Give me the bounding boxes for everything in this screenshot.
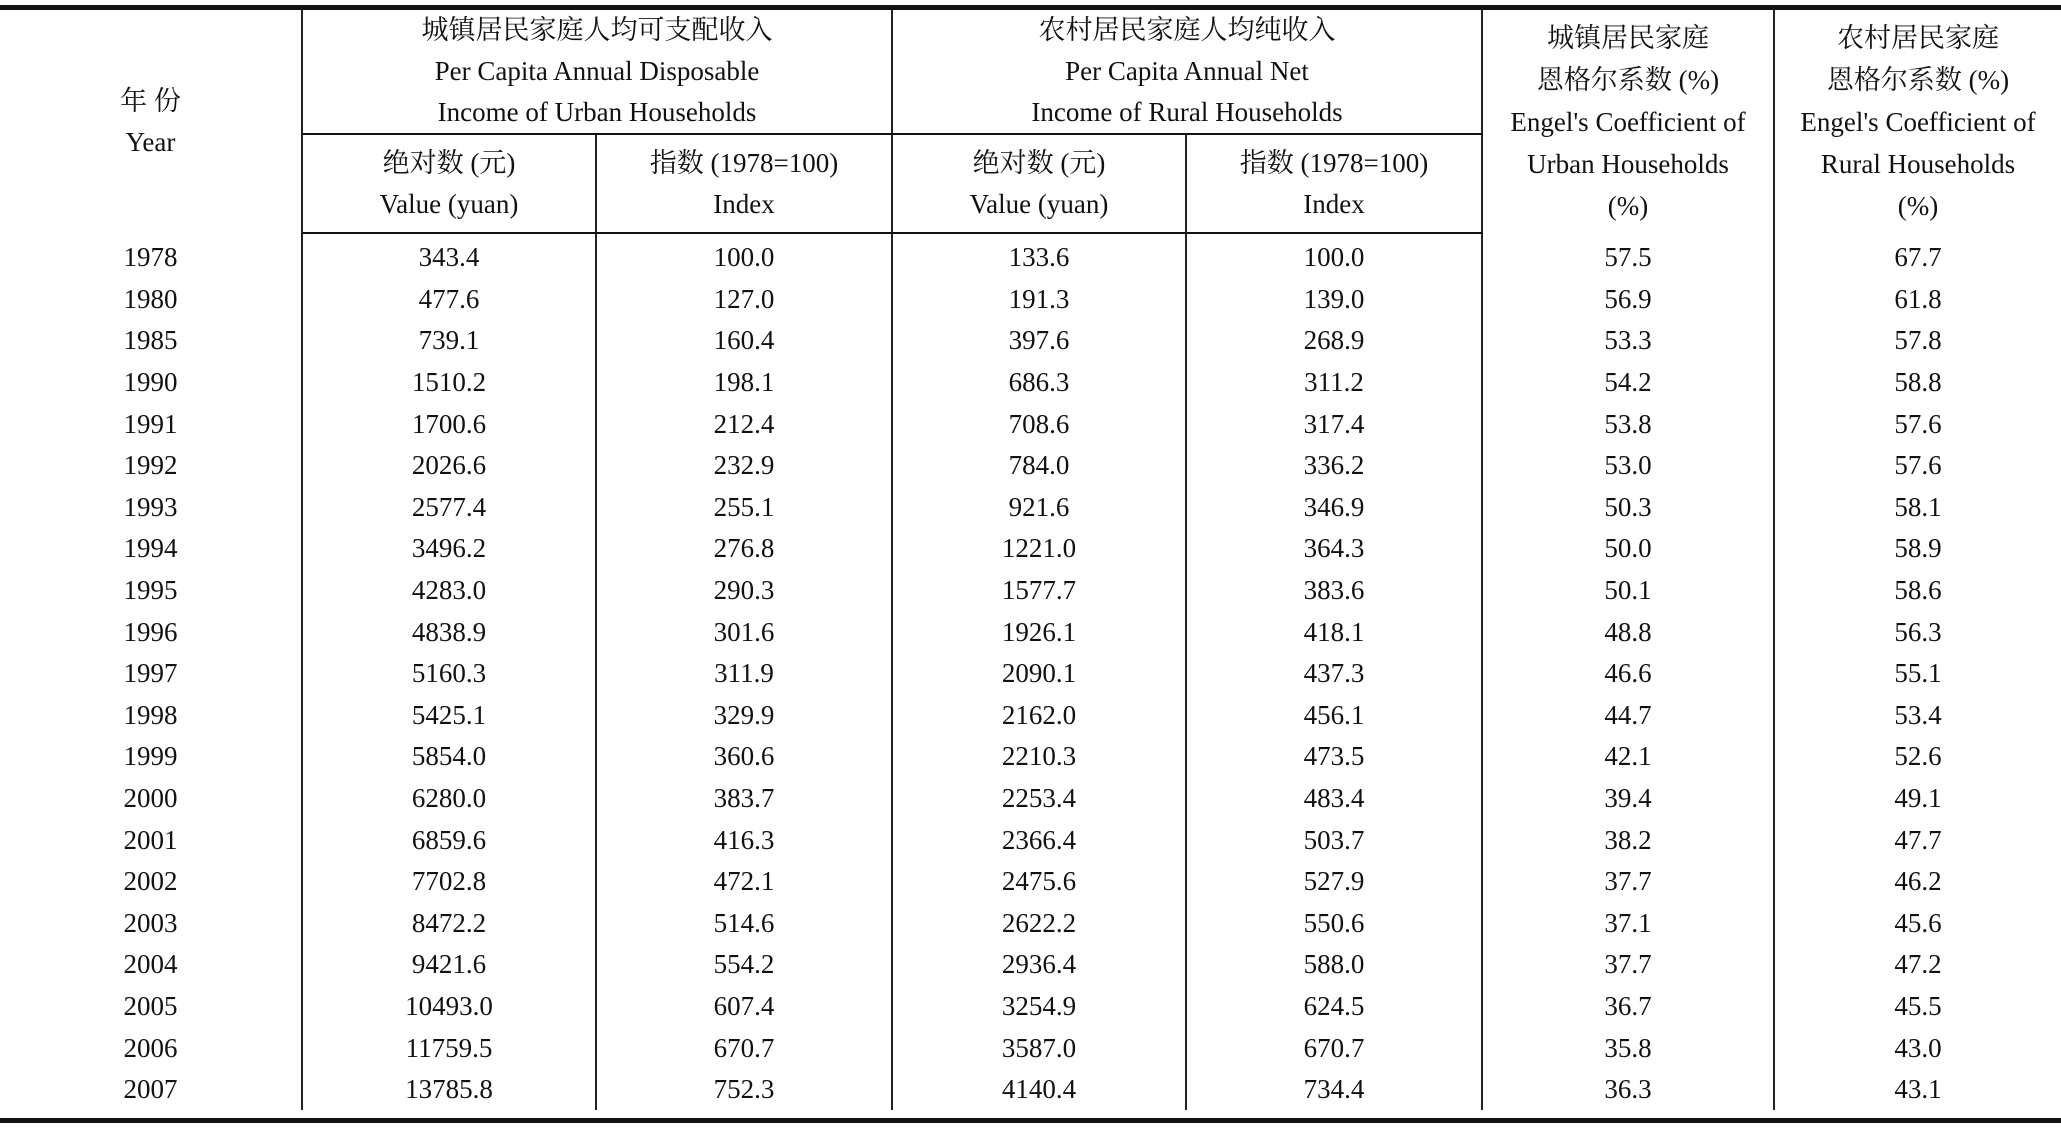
rural-engel-header-en3: (%) — [1897, 190, 1939, 221]
urban-value-header — [302, 134, 596, 233]
urban-income-header — [302, 10, 892, 134]
cell-urban-value: 1510.2 — [302, 362, 596, 404]
cell-urban-index: 301.6 — [596, 611, 892, 653]
cell-rural-index: 139.0 — [1186, 279, 1482, 321]
cell-rural-engel: 56.3 — [1894, 616, 1942, 647]
cell-urban-value: 1700.6 — [302, 403, 596, 445]
urban-engel-header — [1482, 10, 1774, 233]
table-row — [0, 695, 2061, 737]
table-row — [0, 653, 2061, 695]
cell-urban-value: 11759.5 — [302, 1027, 596, 1069]
cell-rural-engel: 58.1 — [1894, 491, 1942, 522]
rural-engel-header-zh2: 恩格尔系数 (%) — [1826, 64, 2010, 95]
urban-income-header-en2: Income of Urban Households — [437, 97, 757, 127]
cell-rural-engel: 45.5 — [1894, 990, 1942, 1021]
cell-urban-engel: 53.8 — [1482, 403, 1774, 445]
urban-engel-header-en3: (%) — [1607, 190, 1649, 221]
cell-rural-engel: 47.2 — [1894, 949, 1942, 980]
cell-rural-index: 100.0 — [1186, 233, 1482, 279]
cell-rural-value: 191.3 — [892, 279, 1186, 321]
cell-urban-value: 2026.6 — [302, 445, 596, 487]
cell-urban-index: 329.9 — [596, 695, 892, 737]
cell-urban-engel: 57.5 — [1482, 233, 1774, 279]
table-row — [0, 279, 2061, 321]
cell-year: 1997 — [0, 653, 302, 695]
cell-year: 1978 — [0, 233, 302, 279]
cell-rural-engel: 67.7 — [1894, 241, 1942, 272]
cell-rural-index: 437.3 — [1186, 653, 1482, 695]
rural-engel-header-zh1: 农村居民家庭 — [1837, 22, 1999, 53]
cell-rural-value: 3254.9 — [892, 986, 1186, 1028]
table-row — [0, 487, 2061, 529]
table-row — [0, 403, 2061, 445]
rural-value-header-zh: 绝对数 (元) — [972, 147, 1106, 178]
cell-urban-index: 607.4 — [596, 986, 892, 1028]
cell-year: 2004 — [0, 944, 302, 986]
cell-rural-index: 268.9 — [1186, 320, 1482, 362]
urban-engel-header-zh1: 城镇居民家庭 — [1547, 22, 1709, 53]
cell-urban-value: 4283.0 — [302, 570, 596, 612]
cell-rural-value: 2090.1 — [892, 653, 1186, 695]
cell-year: 1996 — [0, 611, 302, 653]
cell-rural-value: 708.6 — [892, 403, 1186, 445]
cell-urban-engel: 50.1 — [1482, 570, 1774, 612]
cell-rural-index: 588.0 — [1186, 944, 1482, 986]
cell-rural-index: 624.5 — [1186, 986, 1482, 1028]
cell-urban-index: 127.0 — [596, 279, 892, 321]
cell-year: 2001 — [0, 819, 302, 861]
cell-urban-index: 212.4 — [596, 403, 892, 445]
table-row — [0, 736, 2061, 778]
cell-urban-engel: 39.4 — [1482, 778, 1774, 820]
rural-index-header — [1186, 134, 1482, 233]
cell-urban-index: 360.6 — [596, 736, 892, 778]
cell-rural-value: 2162.0 — [892, 695, 1186, 737]
cell-urban-engel: 35.8 — [1482, 1027, 1774, 1069]
cell-rural-engel: 46.2 — [1894, 866, 1942, 897]
cell-urban-value: 13785.8 — [302, 1069, 596, 1111]
table-row — [0, 320, 2061, 362]
rural-engel-header-en2: Rural Households — [1820, 148, 2016, 179]
cell-urban-engel: 36.3 — [1482, 1069, 1774, 1111]
rural-index-header-zh: 指数 (1978=100) — [1239, 147, 1429, 178]
cell-year: 1995 — [0, 570, 302, 612]
cell-urban-value: 4838.9 — [302, 611, 596, 653]
cell-year: 2007 — [0, 1069, 302, 1111]
cell-rural-engel: 55.1 — [1894, 658, 1942, 689]
cell-year: 1991 — [0, 403, 302, 445]
cell-urban-index: 670.7 — [596, 1027, 892, 1069]
cell-rural-index: 550.6 — [1186, 903, 1482, 945]
cell-urban-index: 514.6 — [596, 903, 892, 945]
table-row — [0, 570, 2061, 612]
table-row — [0, 362, 2061, 404]
cell-urban-index: 472.1 — [596, 861, 892, 903]
cell-rural-value: 4140.4 — [892, 1069, 1186, 1111]
table-header — [0, 10, 2061, 233]
cell-rural-engel: 58.8 — [1894, 367, 1942, 398]
cell-urban-value: 6859.6 — [302, 819, 596, 861]
cell-rural-value: 133.6 — [892, 233, 1186, 279]
cell-year: 1980 — [0, 279, 302, 321]
table-row — [0, 1027, 2061, 1069]
cell-urban-value: 9421.6 — [302, 944, 596, 986]
cell-year: 2006 — [0, 1027, 302, 1069]
cell-rural-engel: 43.1 — [1894, 1074, 1942, 1105]
cell-rural-value: 1577.7 — [892, 570, 1186, 612]
table-row — [0, 778, 2061, 820]
rural-value-header-en: Value (yuan) — [969, 188, 1109, 219]
cell-urban-engel: 37.7 — [1482, 944, 1774, 986]
table-row — [0, 611, 2061, 653]
rural-income-header — [892, 10, 1482, 134]
income-engel-table — [0, 10, 2061, 1110]
cell-rural-engel: 61.8 — [1894, 283, 1942, 314]
cell-urban-value: 477.6 — [302, 279, 596, 321]
cell-urban-engel: 53.3 — [1482, 320, 1774, 362]
cell-rural-engel: 49.1 — [1894, 783, 1942, 814]
cell-rural-engel: 52.6 — [1894, 741, 1942, 772]
cell-urban-value: 6280.0 — [302, 778, 596, 820]
cell-urban-engel: 37.7 — [1482, 861, 1774, 903]
table-row — [0, 233, 2061, 279]
cell-rural-value: 2366.4 — [892, 819, 1186, 861]
urban-engel-header-en2: Urban Households — [1527, 148, 1729, 179]
table-row — [0, 944, 2061, 986]
cell-rural-engel: 53.4 — [1894, 699, 1942, 730]
cell-rural-value: 2210.3 — [892, 736, 1186, 778]
urban-value-header-en: Value (yuan) — [379, 188, 519, 219]
cell-urban-value: 343.4 — [302, 233, 596, 279]
cell-rural-engel: 57.8 — [1894, 325, 1942, 356]
cell-rural-engel: 47.7 — [1894, 824, 1942, 855]
cell-rural-value: 3587.0 — [892, 1027, 1186, 1069]
cell-urban-engel: 48.8 — [1482, 611, 1774, 653]
cell-rural-index: 364.3 — [1186, 528, 1482, 570]
table-row — [0, 903, 2061, 945]
cell-year: 1998 — [0, 695, 302, 737]
urban-index-header — [596, 134, 892, 233]
cell-rural-index: 336.2 — [1186, 445, 1482, 487]
cell-urban-index: 232.9 — [596, 445, 892, 487]
urban-engel-header-zh2: 恩格尔系数 (%) — [1536, 64, 1720, 95]
cell-urban-engel: 36.7 — [1482, 986, 1774, 1028]
cell-rural-index: 503.7 — [1186, 819, 1482, 861]
cell-year: 1999 — [0, 736, 302, 778]
cell-rural-index: 670.7 — [1186, 1027, 1482, 1069]
cell-urban-index: 311.9 — [596, 653, 892, 695]
cell-urban-engel: 53.0 — [1482, 445, 1774, 487]
year-header-en: Year — [125, 126, 176, 157]
table-row — [0, 528, 2061, 570]
cell-urban-index: 255.1 — [596, 487, 892, 529]
table-row — [0, 986, 2061, 1028]
table-body — [0, 233, 2061, 1110]
rural-income-header-en1: Per Capita Annual Net — [1065, 56, 1309, 86]
cell-rural-index: 473.5 — [1186, 736, 1482, 778]
cell-year: 1985 — [0, 320, 302, 362]
cell-rural-engel: 57.6 — [1894, 408, 1942, 439]
cell-urban-index: 416.3 — [596, 819, 892, 861]
cell-urban-index: 290.3 — [596, 570, 892, 612]
cell-year: 1993 — [0, 487, 302, 529]
cell-rural-value: 1926.1 — [892, 611, 1186, 653]
year-header — [0, 10, 302, 233]
cell-rural-index: 527.9 — [1186, 861, 1482, 903]
cell-rural-engel: 43.0 — [1894, 1032, 1942, 1063]
cell-urban-index: 554.2 — [596, 944, 892, 986]
rural-index-header-en: Index — [1303, 188, 1365, 219]
cell-year: 2005 — [0, 986, 302, 1028]
cell-urban-engel: 42.1 — [1482, 736, 1774, 778]
urban-value-header-zh: 绝对数 (元) — [382, 147, 516, 178]
urban-engel-header-en1: Engel's Coefficient of — [1510, 106, 1746, 137]
rural-income-header-zh: 农村居民家庭人均纯收入 — [1038, 15, 1336, 45]
urban-index-header-zh: 指数 (1978=100) — [649, 147, 839, 178]
cell-urban-value: 5425.1 — [302, 695, 596, 737]
cell-urban-index: 752.3 — [596, 1069, 892, 1111]
cell-urban-value: 8472.2 — [302, 903, 596, 945]
cell-rural-engel: 57.6 — [1894, 450, 1942, 481]
cell-rural-index: 317.4 — [1186, 403, 1482, 445]
cell-urban-value: 739.1 — [302, 320, 596, 362]
cell-urban-index: 198.1 — [596, 362, 892, 404]
cell-rural-value: 2936.4 — [892, 944, 1186, 986]
bottom-rule — [0, 1118, 2061, 1123]
cell-urban-value: 7702.8 — [302, 861, 596, 903]
cell-rural-value: 921.6 — [892, 487, 1186, 529]
cell-year: 1994 — [0, 528, 302, 570]
cell-rural-engel: 45.6 — [1894, 907, 1942, 938]
rural-engel-header — [1774, 10, 2061, 233]
cell-urban-index: 160.4 — [596, 320, 892, 362]
cell-year: 2003 — [0, 903, 302, 945]
cell-rural-value: 2253.4 — [892, 778, 1186, 820]
cell-rural-index: 346.9 — [1186, 487, 1482, 529]
cell-urban-value: 10493.0 — [302, 986, 596, 1028]
cell-rural-engel: 58.6 — [1894, 575, 1942, 606]
rural-value-header — [892, 134, 1186, 233]
cell-urban-engel: 37.1 — [1482, 903, 1774, 945]
cell-rural-value: 784.0 — [892, 445, 1186, 487]
cell-urban-index: 100.0 — [596, 233, 892, 279]
rural-income-header-en2: Income of Rural Households — [1031, 97, 1343, 127]
cell-rural-index: 456.1 — [1186, 695, 1482, 737]
urban-income-header-en1: Per Capita Annual Disposable — [434, 56, 760, 86]
urban-index-header-en: Index — [713, 188, 775, 219]
cell-urban-value: 3496.2 — [302, 528, 596, 570]
cell-year: 1992 — [0, 445, 302, 487]
year-header-zh: 年 份 — [120, 85, 181, 116]
cell-urban-value: 5160.3 — [302, 653, 596, 695]
cell-urban-value: 2577.4 — [302, 487, 596, 529]
cell-urban-index: 383.7 — [596, 778, 892, 820]
cell-rural-value: 2622.2 — [892, 903, 1186, 945]
cell-rural-value: 1221.0 — [892, 528, 1186, 570]
cell-year: 1990 — [0, 362, 302, 404]
cell-rural-index: 734.4 — [1186, 1069, 1482, 1111]
cell-rural-value: 397.6 — [892, 320, 1186, 362]
cell-urban-engel: 50.3 — [1482, 487, 1774, 529]
table-row — [0, 1069, 2061, 1111]
cell-rural-engel: 58.9 — [1894, 533, 1942, 564]
cell-urban-engel: 56.9 — [1482, 279, 1774, 321]
cell-urban-value: 5854.0 — [302, 736, 596, 778]
cell-rural-index: 311.2 — [1186, 362, 1482, 404]
table-row — [0, 819, 2061, 861]
cell-year: 2000 — [0, 778, 302, 820]
cell-rural-index: 418.1 — [1186, 611, 1482, 653]
cell-year: 2002 — [0, 861, 302, 903]
cell-urban-engel: 46.6 — [1482, 653, 1774, 695]
cell-urban-engel: 44.7 — [1482, 695, 1774, 737]
cell-rural-index: 483.4 — [1186, 778, 1482, 820]
cell-urban-engel: 38.2 — [1482, 819, 1774, 861]
cell-rural-value: 686.3 — [892, 362, 1186, 404]
table-row — [0, 861, 2061, 903]
cell-rural-value: 2475.6 — [892, 861, 1186, 903]
rural-engel-header-en1: Engel's Coefficient of — [1800, 106, 2036, 137]
urban-income-header-zh: 城镇居民家庭人均可支配收入 — [421, 15, 773, 45]
cell-urban-index: 276.8 — [596, 528, 892, 570]
cell-urban-engel: 54.2 — [1482, 362, 1774, 404]
cell-urban-engel: 50.0 — [1482, 528, 1774, 570]
cell-rural-index: 383.6 — [1186, 570, 1482, 612]
table-row — [0, 445, 2061, 487]
